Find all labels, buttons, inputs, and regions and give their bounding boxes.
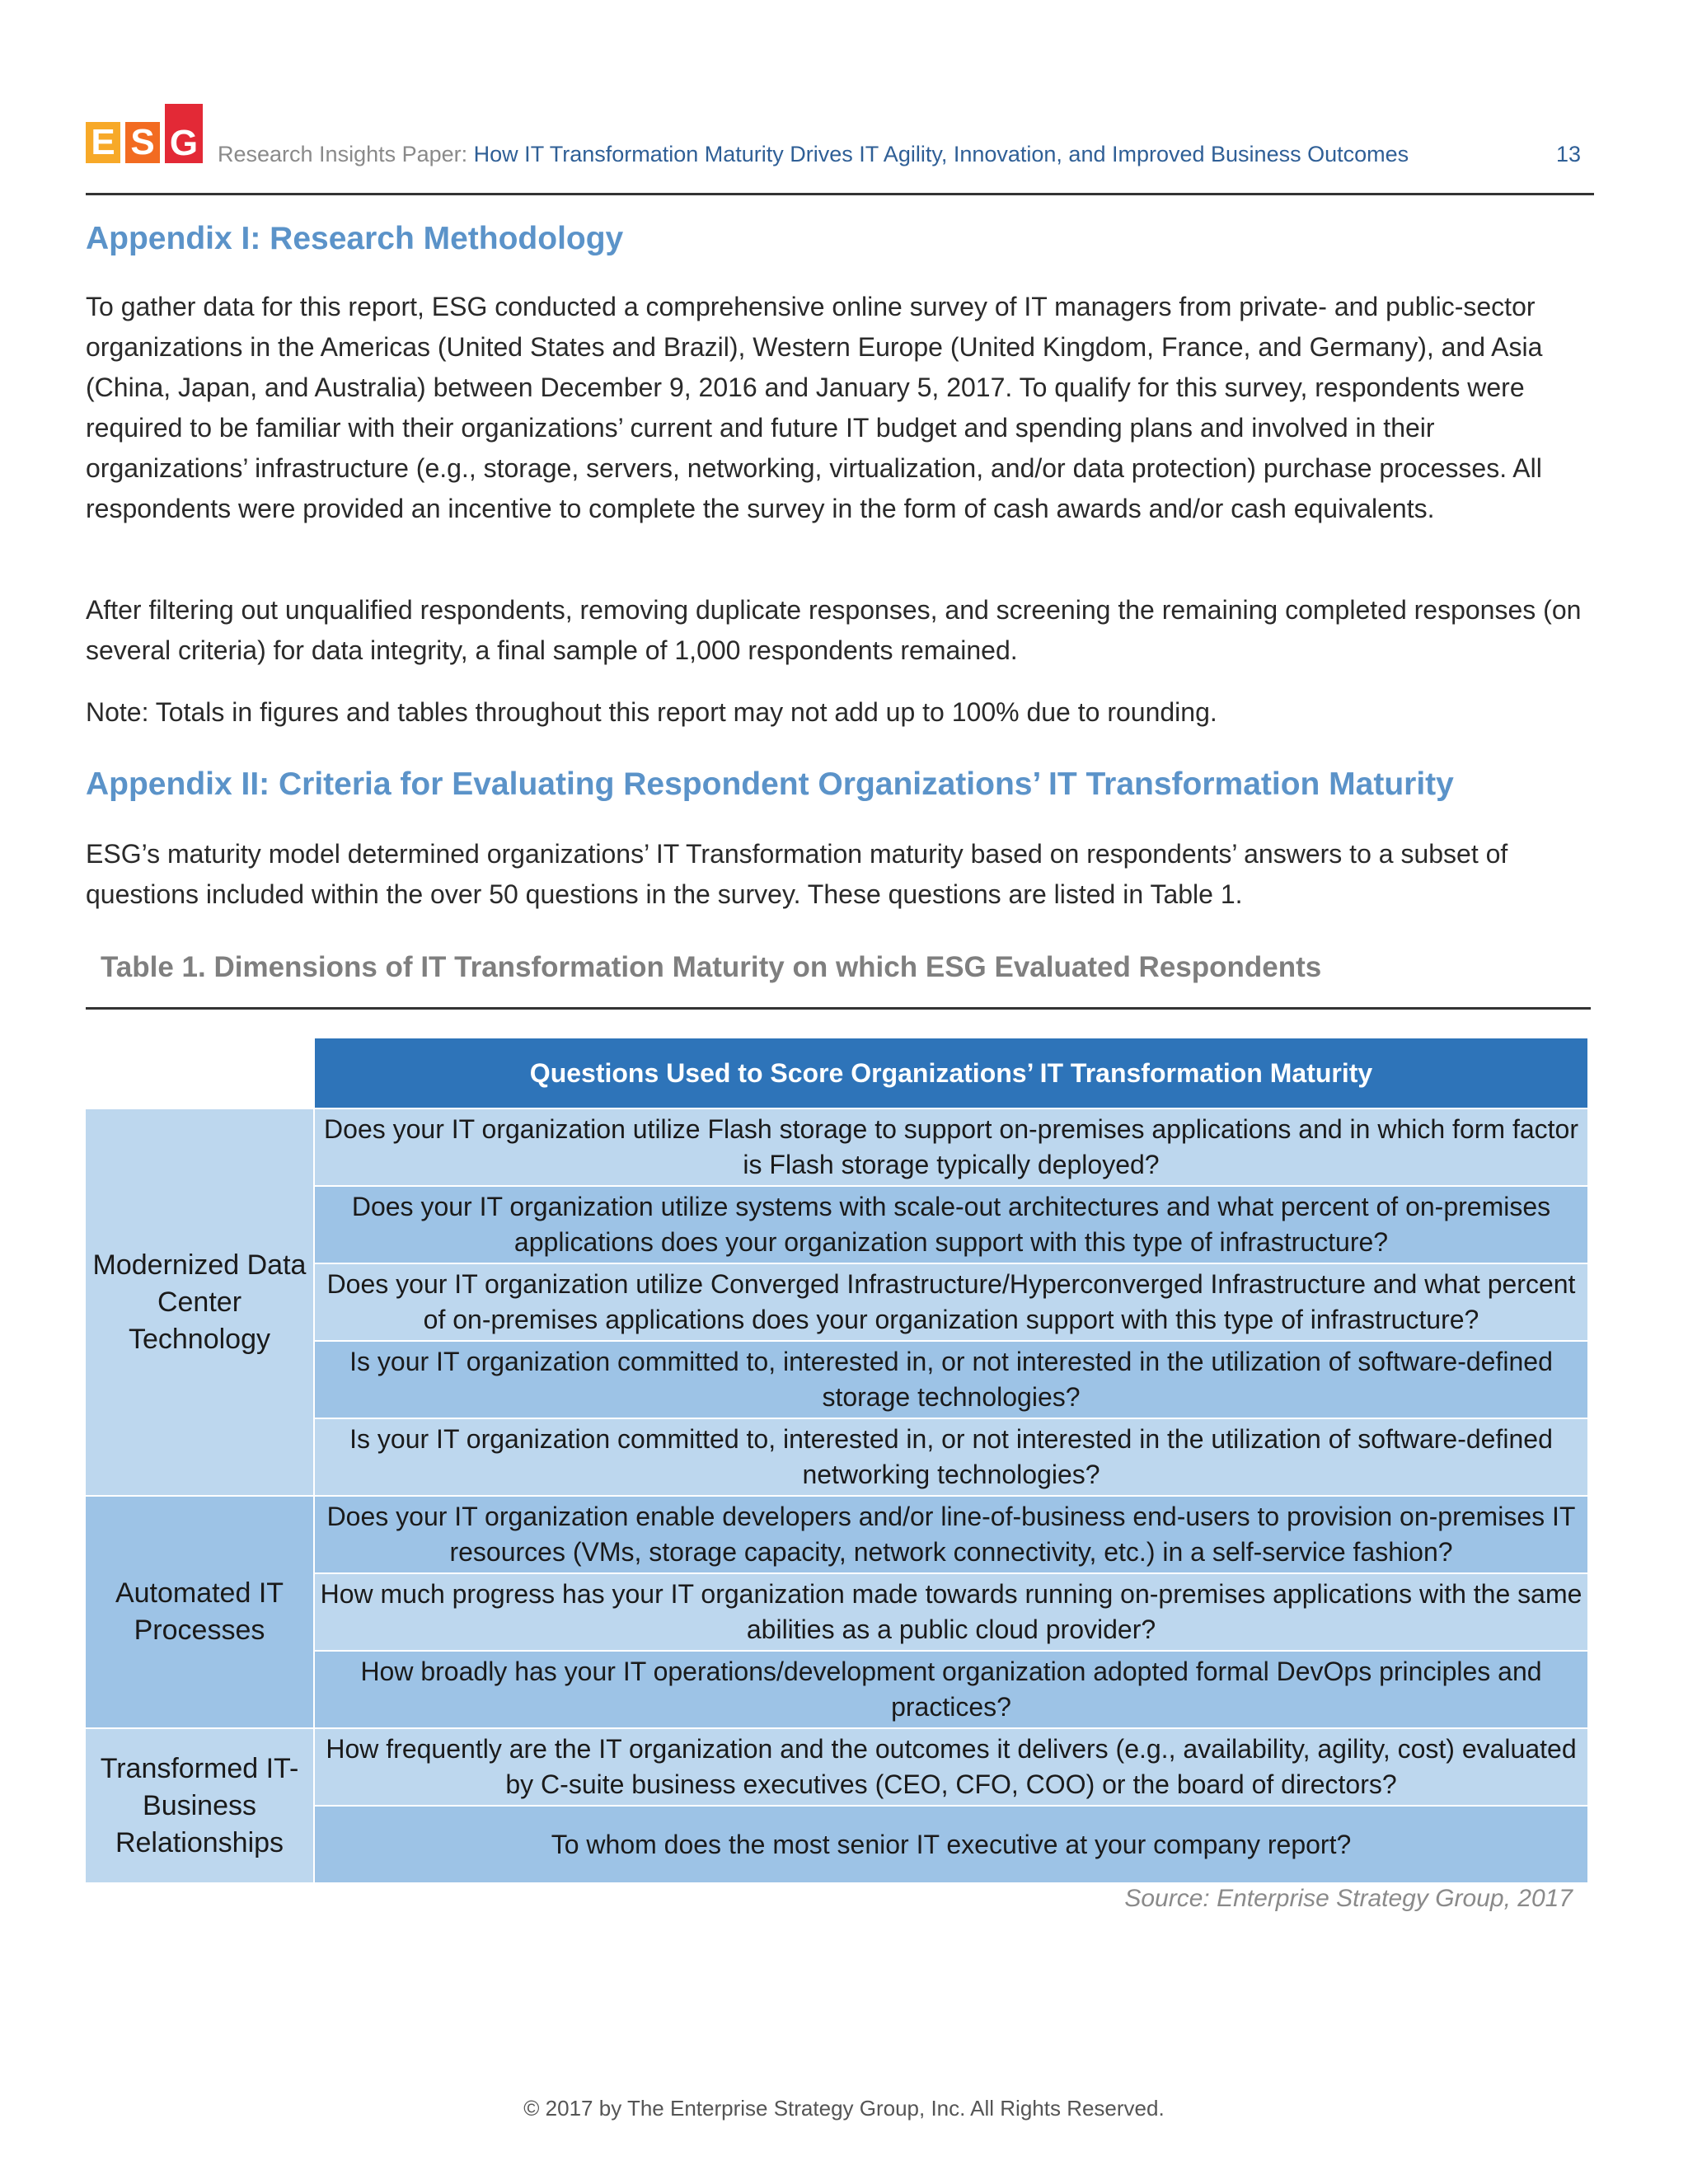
question-text: Does your IT organization utilize systems with scale-out architectures and what percent of on-premises applications does your organization support with this type of infrastructure? xyxy=(351,1192,1551,1257)
header-prefix: Research Insights Paper: xyxy=(218,142,474,166)
question-text: Is your IT organization committed to, interested in, or not interested in the utilization of software-defined storage technologies? xyxy=(349,1347,1553,1412)
table-column-header: Questions Used to Score Organizations’ IT Transformation Maturity xyxy=(315,1038,1587,1108)
table-caption-text: Table 1. Dimensions of IT Transformation Maturity on which ESG Evaluated Respondents xyxy=(101,951,1322,983)
table-row xyxy=(315,1264,1587,1340)
methodology-note: Note: Totals in figures and tables throughout this report may not add up to 100% due to rounding. xyxy=(86,697,1217,727)
category-transformed-it-business xyxy=(86,1729,313,1882)
table-row xyxy=(315,1187,1587,1263)
table-row xyxy=(315,1419,1587,1495)
logo-letter-g: G xyxy=(165,104,203,163)
methodology-paragraph-2: After filtering out unqualified respondents, removing duplicate responses, and screening the remaining completed responses (on several criteria) for data integrity, a final sample of 1,000 respondents remained. xyxy=(86,595,1582,665)
table-row xyxy=(315,1652,1587,1727)
question-text: Does your IT organization utilize Flash storage to support on-premises applications and in which form factor is Flash storage typically deployed? xyxy=(324,1114,1578,1179)
logo-letter-e: E xyxy=(86,122,120,163)
category-modernized-data-center xyxy=(86,1109,313,1495)
question-text: To whom does the most senior IT executive at your company report? xyxy=(551,1829,1352,1859)
question-text: How broadly has your IT operations/development organization adopted formal DevOps principles and practices? xyxy=(360,1657,1542,1722)
methodology-paragraph-1: To gather data for this report, ESG conducted a comprehensive online survey of IT managers from private- and public-sector organizations in the Americas (United States and Brazil), Western Europe (United Kingdom, France, and Germany), and Asia (China, Japan, and Australia) between December 9, 2016 and January 5, 2017. To qualify for this survey, respondents were required to be familiar with their organizations’ current and future IT budget and spending plans and involved in their organizations’ infrastructure (e.g., storage, servers, networking, virtualization, and/or data protection) purchase processes. All respondents were provided an incentive to complete the survey in the form of cash awards and/or cash equivalents. xyxy=(86,292,1543,523)
table-row xyxy=(315,1807,1587,1882)
question-text: Is your IT organization committed to, interested in, or not interested in the utilization of software-defined networking technologies? xyxy=(349,1424,1553,1489)
question-text: How much progress has your IT organization made towards running on-premises applications with the same abilities as a public cloud provider? xyxy=(320,1579,1582,1644)
appendix-1-heading: Appendix I: Research Methodology xyxy=(86,221,624,256)
page-header xyxy=(86,96,1594,195)
page-number: 13 xyxy=(1555,142,1581,166)
appendix-2-heading: Appendix II: Criteria for Evaluating Respondent Organizations’ IT Transformation Maturity xyxy=(86,766,1454,802)
question-text: How frequently are the IT organization and the outcomes it delivers (e.g., availability, agility, cost) evaluated by C-suite business executives (CEO, CFO, COO) or the board of directors? xyxy=(326,1734,1577,1799)
esg-logo xyxy=(86,99,203,165)
table-source: Source: Enterprise Strategy Group, 2017 xyxy=(1124,1885,1573,1912)
question-text: Does your IT organization utilize Converged Infrastructure/Hyperconverged Infrastructure and what percent of on-premises applications does your organization support with this type of infrastructure? xyxy=(326,1269,1576,1334)
header-title xyxy=(218,142,1409,167)
logo-letter-s: S xyxy=(125,122,160,163)
table-row xyxy=(315,1109,1587,1185)
table-caption xyxy=(86,948,1591,1010)
category-automated-it-processes xyxy=(86,1497,313,1727)
table-row xyxy=(315,1574,1587,1650)
category-label: Automated IT Processes xyxy=(115,1577,284,1646)
paper-title: How IT Transformation Maturity Drives IT Agility, Innovation, and Improved Business Outcomes xyxy=(473,142,1409,166)
question-text: Does your IT organization enable developers and/or line-of-business end-users to provision on-premises IT resources (VMs, storage capacity, network connectivity, etc.) in a self-service fashion? xyxy=(326,1502,1576,1567)
page-footer: © 2017 by The Enterprise Strategy Group, Inc. All Rights Reserved. xyxy=(523,2096,1165,2121)
maturity-model-paragraph: ESG’s maturity model determined organizations’ IT Transformation maturity based on respondents’ answers to a subset of questions included within the over 50 questions in the survey. These questions are listed in Table 1. xyxy=(86,839,1508,909)
table-row xyxy=(315,1342,1587,1418)
table-row xyxy=(315,1497,1587,1572)
category-label: Transformed IT-Business Relationships xyxy=(100,1752,299,1858)
category-label: Modernized Data Center Technology xyxy=(92,1249,307,1355)
table-row xyxy=(315,1729,1587,1805)
